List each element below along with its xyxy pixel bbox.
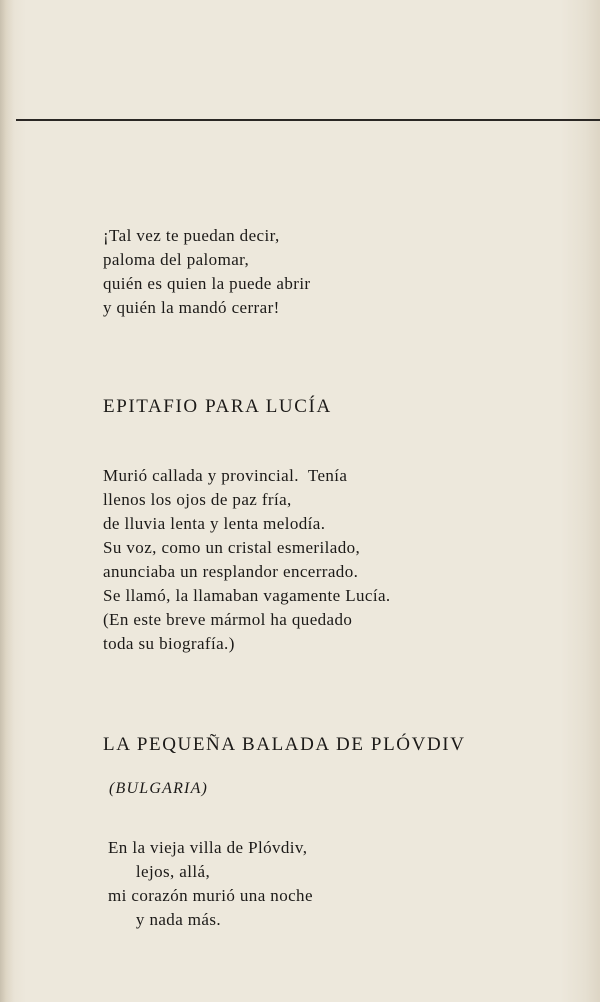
verse-line: toda su biografía.): [103, 634, 235, 653]
verse-line: quién es quien la puede abrir: [103, 274, 311, 293]
verse-line: En la vieja villa de Plóvdiv,: [108, 838, 308, 857]
poem-title-epitafio: EPITAFIO PARA LUCÍA: [103, 396, 332, 417]
verse-line: paloma del palomar,: [103, 250, 250, 269]
verse-line: anunciaba un resplandor encerrado.: [103, 562, 359, 581]
verse-line: mi corazón murió una noche: [108, 886, 313, 905]
verse-line: y nada más.: [108, 910, 222, 929]
verse-line: ¡Tal vez te puedan decir,: [103, 226, 280, 245]
verse-line: (En este breve mármol ha quedado: [103, 610, 353, 629]
header-rule: [16, 119, 600, 121]
verse-line: y quién la mandó cerrar!: [103, 298, 280, 317]
balada-poem: [108, 836, 313, 932]
verse-line: lejos, allá,: [108, 862, 211, 881]
poem-title-balada: LA PEQUEÑA BALADA DE PLÓVDIV: [103, 734, 466, 755]
verse-line: Su voz, como un cristal esmerilado,: [103, 538, 361, 557]
verse-line: Se llamó, la llamaban vagamente Lucía.: [103, 586, 391, 605]
poem-subtitle: (BULGARIA): [109, 780, 209, 797]
verse-line: de lluvia lenta y lenta melodía.: [103, 514, 326, 533]
verse-line: Murió callada y provincial. Tenía: [103, 466, 348, 485]
epitafio-poem: [103, 464, 391, 656]
opening-stanza: [103, 224, 311, 320]
verse-line: llenos los ojos de paz fría,: [103, 490, 292, 509]
show-through-text: [350, 228, 600, 276]
